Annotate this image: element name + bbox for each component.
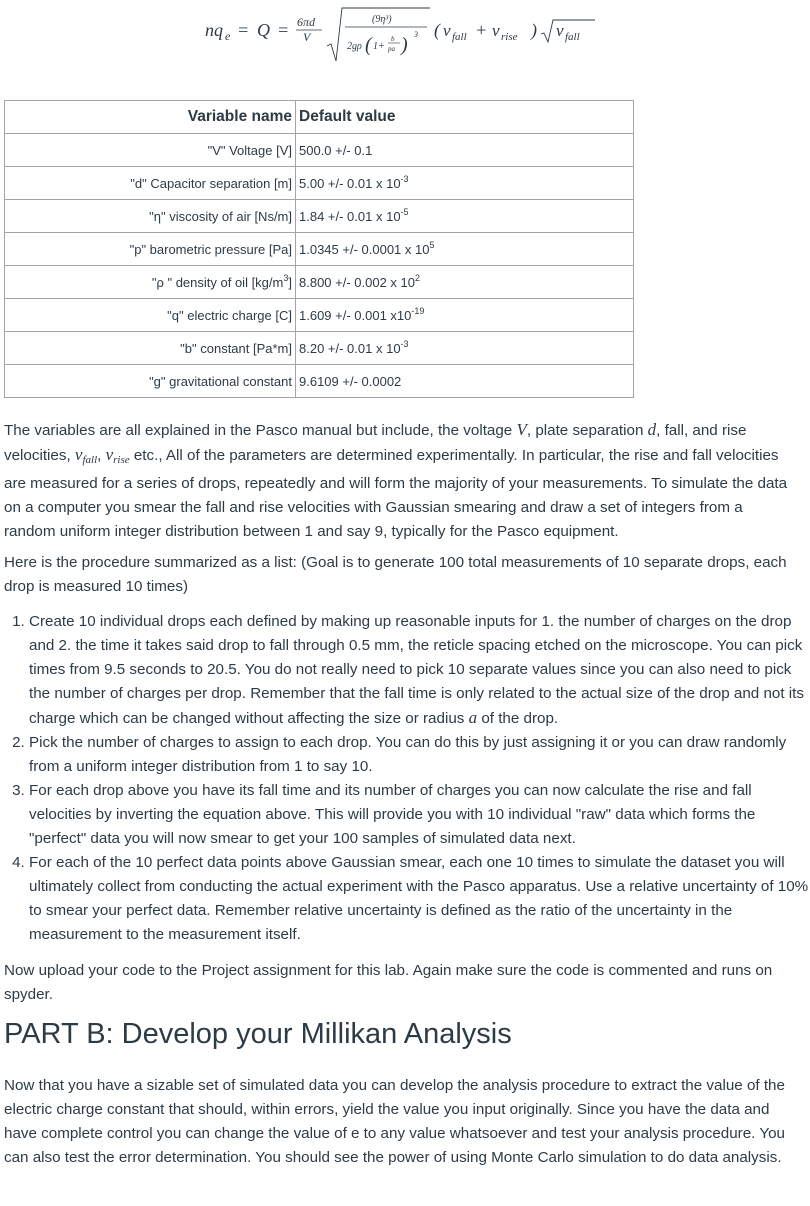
table-body	[5, 134, 634, 398]
table-row	[5, 233, 634, 266]
eq-equals-1: =	[237, 20, 250, 40]
eq-q: Q	[257, 20, 270, 40]
variable-name-cell: "η" viscosity of air [Ns/m]	[5, 200, 296, 233]
table-row	[5, 134, 634, 167]
default-value-cell: 1.84 +/- 0.01 x $10^{-5}$	[296, 200, 634, 233]
default-value-cell: 500.0 +/- 0.1	[296, 134, 634, 167]
table-row	[5, 266, 634, 299]
millikan-charge-equation	[205, 6, 605, 64]
eq-paren-close: )	[401, 34, 408, 56]
default-value-cell: 1.0345 +/- 0.0001 x $10^5$	[296, 233, 634, 266]
variable-name-cell: "q" electric charge [C]	[5, 299, 296, 332]
eq-equals-2: =	[277, 20, 290, 40]
table-row	[5, 167, 634, 200]
procedure-intro-paragraph: Here is the procedure summarized as a list: (Goal is to generate 100 total measurements of 10 separate drops, each drop is measured 10 times)	[4, 554, 787, 595]
eq-root-pa: pa	[388, 45, 395, 53]
table-row	[5, 200, 634, 233]
eq-root-exponent: 3	[414, 30, 418, 39]
variable-name-cell: "V" Voltage [V]	[5, 134, 296, 167]
eq-sqrt-v: v	[556, 21, 564, 40]
part-b-paragraph: Now that you have a sizable set of simulated data you can develop the analysis procedure to extract the value of the electric charge constant that should, within errors, yield the value you input originally. Since you have the data and have complete control you can change the value of e to any value whatsoever and test your analysis procedure. You can also test the error determination. You should see the power of using Monte Carlo simulation to do data analysis.	[4, 1077, 785, 1166]
table-row	[5, 365, 634, 398]
eq-v-fall: v	[443, 21, 451, 40]
table-row	[5, 332, 634, 365]
eq-root-b: b	[391, 35, 395, 43]
default-value-cell: 8.20 +/- 0.01 x $10^{-3}$	[296, 332, 634, 365]
upload-note-paragraph: Now upload your code to the Project assignment for this lab. Again make sure the code is commented and runs on spyder.	[4, 962, 773, 1003]
default-value-cell: 1.609 +/- 0.001 $x10^{-19}$	[296, 299, 634, 332]
variable-name-cell: "d" Capacitor separation [m]	[5, 167, 296, 200]
equation-graphic	[205, 6, 605, 66]
eq-root-denominator-a: 2gρ	[347, 41, 362, 52]
variable-name-cell: "ρ " density of oil $[kg/m^3]$	[5, 266, 296, 299]
list-item: 2. Pick the number of charges to assign to each drop. You can do this by just assigning it or you can draw randomly from a uniform integer distribution from 1 to say 10.	[29, 731, 810, 779]
list-item: 4. For each of the 10 perfect data points above Gaussian smear, each one 10 times to simulate the dataset you will ultimately collect from conducting the actual experiment with the Pasco apparatus. Use a relative uncertainty of 10% to smear your perfect data. Remember relative uncertainty is defined as the ratio of the uncertainty in the measurement to the measurement itself.	[29, 851, 810, 947]
default-value-cell: 5.00 +/- 0.01 x $10^{-3}$	[296, 167, 634, 200]
part-b-heading: PART B: Develop your Millikan Analysis	[4, 1018, 512, 1050]
eq-root-one: 1+	[373, 41, 385, 52]
variable-name-cell: "p" barometric pressure [Pa]	[5, 233, 296, 266]
eq-frac-numerator: 6πd	[297, 15, 316, 29]
eq-frac-denominator: V	[303, 30, 311, 44]
procedure-list	[4, 610, 810, 947]
variable-name-cell: "g" gravitational constant	[5, 365, 296, 398]
eq-paren-open: (	[365, 34, 372, 56]
default-value-cell: 9.6109 +/- 0.0002	[296, 365, 634, 398]
eq-sqrt-sub: fall	[565, 31, 580, 43]
table-row	[5, 299, 634, 332]
eq-v-rise-sub: rise	[501, 31, 518, 43]
list-item: 3. For each drop above you have its fall time and its number of charges you can now calculate the rise and fall velocities by inverting the equation above. This will provide you with 10 individual "raw" data which forms the "perfect" data you will now smear to get your 100 samples of simulated data next.	[29, 779, 810, 851]
eq-v-rise: v	[492, 21, 500, 40]
list-item: 1. Create 10 individual drops each defined by making up reasonable inputs for 1. the number of charges on the drop and 2. the time it takes said drop to fall through 0.5 mm, the reticle spacing etched on the microscope. You can pick times from 9.5 seconds to 20.5. You do not really need to pick 10 separate values since you can also need to pick the number of charges per drop. Remember that the fall time is only related to the actual size of the drop and not its charge which can be changed without affecting the size or radius a of the drop.	[29, 610, 810, 731]
eq-paren-2-close: )	[531, 20, 537, 40]
table-header-row	[5, 101, 634, 134]
eq-paren-2-open: (	[434, 20, 440, 40]
eq-plus: +	[475, 20, 488, 40]
eq-root-numerator: (9η³)	[372, 14, 392, 25]
intro-paragraph: The variables are all explained in the Pasco manual but include, the voltage V, plate separation d, fall, and rise velocities, vfall, vrise etc., All of the parameters are determined experimentally. In particular, the rise and fall velocities are measured for a series of drops, repeatedly and will form the majority of your measurements. To simulate the data on a computer you smear the fall and rise velocities with Gaussian smearing and draw a set of integers from a random uniform integer distribution between 1 and say 9, typically for the Pasco equipment.	[4, 420, 788, 540]
variable-name-cell: "b" constant [Pa*m]	[5, 332, 296, 365]
eq-lhs: nq	[205, 20, 223, 40]
eq-v-fall-sub: fall	[452, 31, 467, 43]
header-default-value: Default value	[296, 101, 634, 134]
eq-lhs-sub: e	[225, 29, 231, 43]
header-variable-name: Variable name	[5, 101, 296, 134]
variables-table	[4, 100, 634, 398]
default-value-cell: 8.800 +/- 0.002 x $10^2$	[296, 266, 634, 299]
